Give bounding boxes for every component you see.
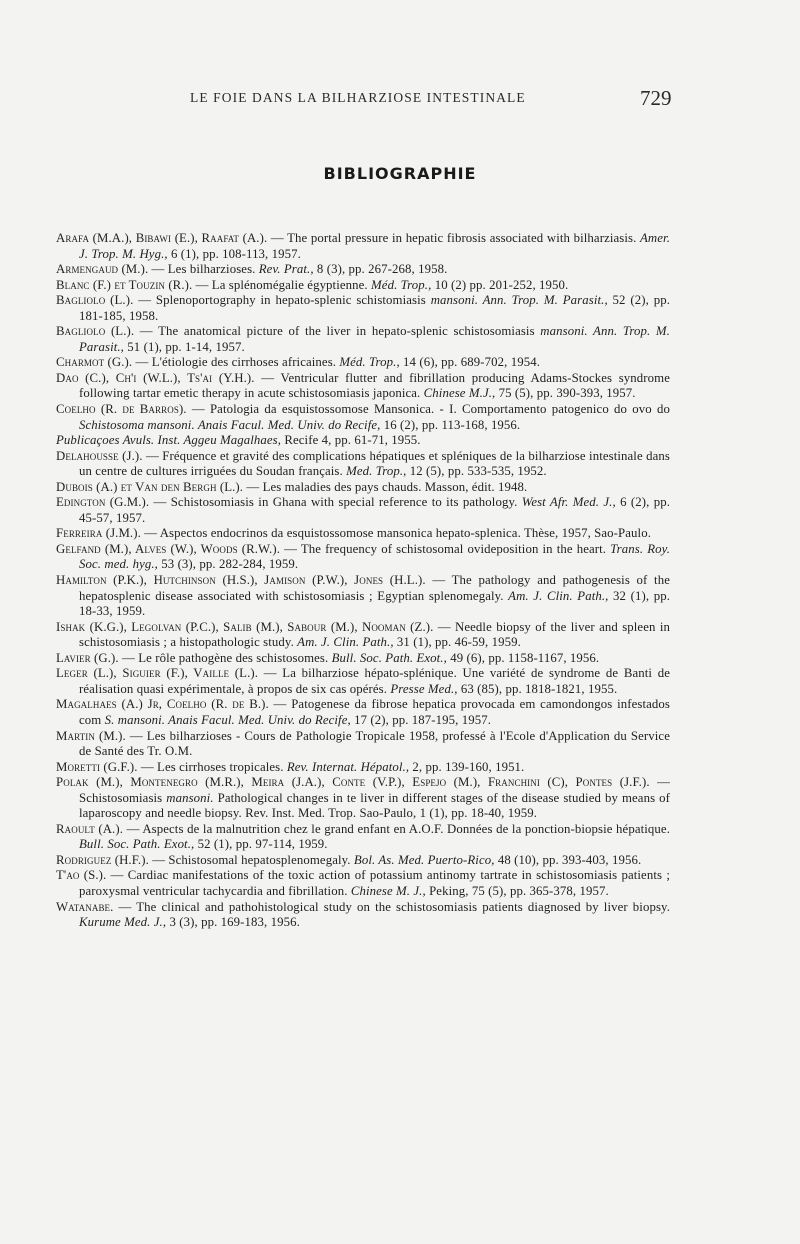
reference-details: 63 (85), pp. 1818-1821, 1955. xyxy=(457,681,618,696)
reference-list xyxy=(56,231,670,931)
reference-authors: Arafa (M.A.), Bibawi (E.), Raafat (A.). xyxy=(56,231,268,245)
reference-details: 12 (5), pp. 533-535, 1952. xyxy=(406,464,547,479)
reference-entry xyxy=(56,324,670,355)
reference-entry xyxy=(56,231,670,262)
reference-entry xyxy=(56,651,670,667)
reference-details: Pathological changes in te liver in different stages of the disease studied by means of laparoscopy and needle biopsy. Rev. Inst. Med. Trop. Sao-Paulo, 1 (1), pp. 18-40, 1959. xyxy=(79,790,670,821)
reference-journal: Trans. Roy. Soc. med. hyg., xyxy=(79,541,670,572)
reference-journal: Bull. Soc. Path. Exot., xyxy=(331,650,447,665)
reference-authors: Lavier (G.). xyxy=(56,650,119,665)
reference-entry xyxy=(56,449,670,480)
reference-text: — Schistosomiasis xyxy=(79,775,670,805)
reference-entry xyxy=(56,495,670,526)
reference-details: 8 (3), pp. 267-268, 1958. xyxy=(313,262,448,277)
reference-details: 52 (2), pp. 181-185, 1958. xyxy=(79,293,670,323)
reference-details: Peking, 75 (5), pp. 365-378, 1957. xyxy=(425,883,609,898)
reference-journal: Amer. J. Trop. M. Hyg., xyxy=(79,231,670,261)
reference-authors: Martin (M.). xyxy=(56,728,126,743)
reference-authors: Magalhaes (A.) Jr, Coelho (R. de B.). xyxy=(56,697,269,712)
reference-authors: Watanabe. xyxy=(56,899,114,914)
reference-text: — Les cirrhoses tropicales. xyxy=(137,759,287,774)
reference-details: 6 (1), pp. 108-113, 1957. xyxy=(167,246,301,261)
reference-text: — Schistosomal hepatosplenomegaly. xyxy=(148,852,354,867)
reference-journal: Med. Trop., xyxy=(346,464,407,479)
reference-text: — The portal pressure in hepatic fibrosis associated with bilharziasis. xyxy=(267,231,640,245)
reference-details: 51 (1), pp. 1-14, 1957. xyxy=(123,339,245,354)
reference-authors: Blanc (F.) et Touzin (R.). xyxy=(56,277,193,292)
reference-entry xyxy=(56,355,670,371)
reference-journal: Rev. Prat., xyxy=(258,262,314,277)
reference-entry xyxy=(56,526,670,542)
reference-text: — Les bilharzioses - Cours de Pathologie Tropicale 1958, professé à l'Ecole d'Application du Service de Santé des Tr. O.M. xyxy=(79,728,670,759)
reference-details: 75 (5), pp. 390-393, 1957. xyxy=(495,386,636,401)
reference-text: — Ventricular flutter and fibrillation producing Adams-Stockes syndrome following tartar emetic therapy in acute schistosomiasis japonica. xyxy=(79,370,670,401)
reference-text: — Schistosomiasis in Ghana with special reference to its pathology. xyxy=(149,495,522,510)
reference-text: — Les bilharzioses. xyxy=(148,262,259,277)
reference-details: 31 (1), pp. 46-59, 1959. xyxy=(393,635,521,650)
reference-text: — La bilharziose hépato-splénique. Une variété de syndrome de Banti de réalisation quasi expérimentale, à propos de six cas opérés. xyxy=(79,666,670,696)
reference-details: 53 (3), pp. 282-284, 1959. xyxy=(157,557,299,572)
page-number: 729 xyxy=(640,86,672,110)
reference-entry xyxy=(56,293,670,324)
section-title: BIBLIOGRAPHIE xyxy=(323,164,477,183)
reference-authors: Ishak (K.G.), Legolvan (P.C.), Salib (M.), Sabour (M.), Nooman (Z.). xyxy=(56,619,434,634)
reference-authors: Dubois (A.) et Van den Bergh (L.). xyxy=(56,479,244,494)
reference-authors: Charmot (G.). xyxy=(56,355,133,370)
reference-journal: Méd. Trop., xyxy=(371,277,432,292)
reference-authors: Delahousse (J.). xyxy=(56,448,143,463)
reference-journal: Chinese M. J., xyxy=(350,883,426,898)
reference-entry xyxy=(56,262,670,278)
reference-authors: Raoult (A.). xyxy=(56,821,124,836)
reference-journal: Bol. As. Med. Puerto-Rico, xyxy=(353,852,495,867)
reference-text: — Needle biopsy of the liver and spleen in schistosomiasis ; a histopathologic study. xyxy=(79,619,670,650)
reference-journal: Am. J. Clin. Path., xyxy=(297,635,394,650)
reference-details: 32 (1), pp. 18-33, 1959. xyxy=(79,588,670,619)
reference-journal: Bull. Soc. Path. Exot., xyxy=(79,837,195,852)
reference-journal: Schistosoma mansoni. Anais Facul. Med. Univ. do Recife, xyxy=(79,417,381,432)
reference-details: Recife 4, pp. 61-71, 1955. xyxy=(281,433,421,448)
reference-text: — Patogenese da fibrose hepatica provocada em camondongos infestados com xyxy=(79,697,671,727)
reference-details: 52 (1), pp. 97-114, 1959. xyxy=(194,837,328,852)
reference-entry xyxy=(56,760,670,776)
reference-authors: Rodriguez (H.F.). xyxy=(56,852,149,867)
reference-details: 16 (2), pp. 113-168, 1956. xyxy=(380,417,521,432)
reference-entry xyxy=(56,480,670,496)
reference-journal: mansoni. Ann. Trop. M. Parasit., xyxy=(430,293,608,308)
reference-authors: Leger (L.), Siguier (F.), Vaille (L.). xyxy=(56,666,259,681)
reference-entry xyxy=(56,542,670,573)
reference-entry xyxy=(56,822,670,853)
reference-entry xyxy=(56,371,670,402)
reference-details: 10 (2) pp. 201-252, 1950. xyxy=(431,277,569,292)
reference-text: — Aspectos endocrinos da esquistossomose mansonica hepato-splenica. Thèse, 1957, Sao-Paulo. xyxy=(140,526,651,541)
reference-text: — The pathology and pathogenesis of the hepatosplenic disease associated with schistosomiasis ; Egyptian splenomegaly. xyxy=(79,573,670,603)
reference-text: — Aspects de la malnutrition chez le grand enfant en A.O.F. Données de la ponction-biopsie hépatique. xyxy=(123,821,671,836)
reference-entry xyxy=(56,900,670,931)
reference-entry xyxy=(56,697,670,728)
reference-details: 3 (3), pp. 169-183, 1956. xyxy=(166,915,300,930)
reference-authors: T'ao (S.). xyxy=(56,868,107,883)
reference-details: 6 (2), pp. 45-57, 1957. xyxy=(79,495,671,525)
reference-authors: Dao (C.), Ch'i (W.L.), Ts'ai (Y.H.). xyxy=(56,370,255,385)
reference-entry xyxy=(56,853,670,869)
reference-entry xyxy=(56,402,670,433)
reference-journal: West Afr. Med. J., xyxy=(521,495,616,510)
reference-authors: Hamilton (P.K.), Hutchinson (H.S.), Jamison (P.W.), Jones (H.L.). xyxy=(56,573,426,588)
reference-journal: S. mansoni. Anais Facul. Med. Univ. do Recife, xyxy=(104,712,351,727)
reference-authors: Edington (G.M.). xyxy=(56,495,150,510)
reference-entry xyxy=(56,775,670,822)
reference-entry xyxy=(56,433,670,449)
reference-text: — L'étiologie des cirrhoses africaines. xyxy=(132,355,340,370)
reference-text: — Fréquence et gravité des complications hépatiques et spléniques de la bilharziose intestinale dans un centre de cultures irriguées du Soudan français. xyxy=(79,448,670,479)
reference-authors: Moretti (G.F.). xyxy=(56,759,138,774)
reference-entry xyxy=(56,868,670,899)
reference-authors: Gelfand (M.), Alves (W.), Woods (R.W.). xyxy=(56,541,281,556)
reference-authors: Polak (M.), Montenegro (M.R.), Meira (J.A.), Conte (V.P.), Espejo (M.), Franchini (C), Pontes (J.F.). xyxy=(56,775,650,790)
reference-authors: Bagliolo (L.). xyxy=(56,324,135,339)
reference-text: — La splénomégalie égyptienne. xyxy=(192,277,372,292)
reference-details: 17 (2), pp. 187-195, 1957. xyxy=(350,712,492,727)
reference-entry xyxy=(56,729,670,760)
reference-journal: Chinese M.J., xyxy=(423,386,496,401)
reference-journal: Kurume Med. J., xyxy=(79,915,167,930)
reference-details: 2, pp. 139-160, 1951. xyxy=(409,759,525,774)
reference-entry xyxy=(56,278,670,294)
reference-text: — Splenoportography in hepato-splenic schistomiasis xyxy=(133,293,431,308)
reference-text: — The clinical and pathohistological study on the schistosomiasis patients diagnosed by liver biopsy. xyxy=(113,899,670,914)
reference-authors: Ferreira (J.M.). xyxy=(56,526,141,541)
reference-text: — Patologia da esquistossomose Mansonica. - I. Comportamento patogenico do ovo do xyxy=(186,402,670,417)
reference-journal: Rev. Internat. Hépatol., xyxy=(286,759,410,774)
running-title: LE FOIE DANS LA BILHARZIOSE INTESTINALE xyxy=(190,90,526,105)
reference-journal: Presse Med., xyxy=(390,681,458,696)
reference-journal: Am. J. Clin. Path., xyxy=(508,588,609,603)
reference-authors: Bagliolo (L.). xyxy=(56,293,134,308)
reference-authors: Coelho (R. de Barros). xyxy=(56,402,187,417)
reference-details: 48 (10), pp. 393-403, 1956. xyxy=(494,852,642,867)
reference-details: 49 (6), pp. 1158-1167, 1956. xyxy=(446,650,600,665)
reference-text: — The frequency of schistosomal ovideposition in the heart. xyxy=(280,541,611,556)
reference-details: 14 (6), pp. 689-702, 1954. xyxy=(399,355,541,370)
reference-journal: mansoni. xyxy=(166,790,214,805)
reference-authors: Armengaud (M.). xyxy=(56,262,149,277)
reference-journal: Publicaçoes Avuls. Inst. Aggeu Magalhaes, xyxy=(56,433,282,448)
reference-text: — Cardiac manifestations of the toxic action of potassium antinomy tartrate in schistosomiasis patients ; paroxysmal ventricular tachycardia and fibrillation. xyxy=(79,868,671,898)
reference-text: — Les maladies des pays chauds. Masson, édit. 1948. xyxy=(243,479,528,494)
reference-text: — Le rôle pathogène des schistosomes. xyxy=(118,650,332,665)
reference-text: — The anatomical picture of the liver in hepato-splenic schistosomiasis xyxy=(134,324,541,339)
reference-journal: mansoni. Ann. Trop. M. Parasit., xyxy=(79,324,670,354)
reference-entry xyxy=(56,666,670,697)
reference-entry xyxy=(56,620,670,651)
reference-entry xyxy=(56,573,670,620)
reference-journal: Méd. Trop., xyxy=(339,355,400,370)
